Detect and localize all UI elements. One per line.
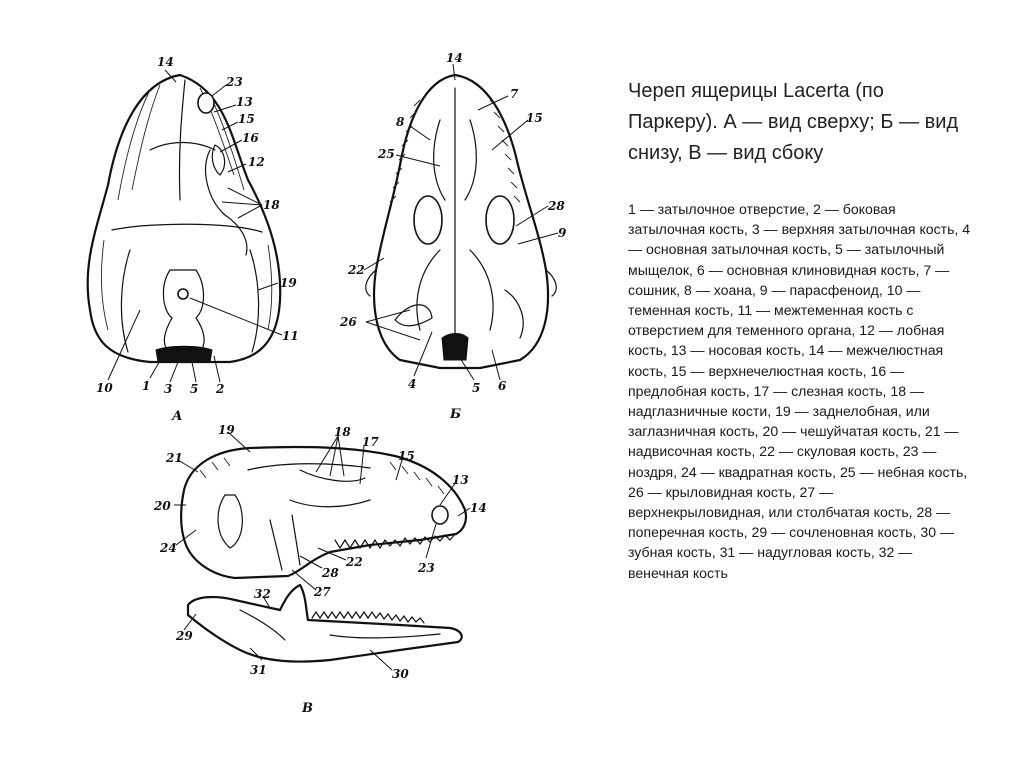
label-v-21: 21 [166, 451, 183, 465]
label-a-14: 14 [157, 55, 174, 69]
skull-view-top [88, 55, 299, 424]
label-v-17: 17 [362, 435, 379, 449]
label-v-24: 24 [160, 541, 177, 555]
label-a-16: 16 [242, 131, 259, 145]
skull-view-bottom [339, 51, 567, 422]
label-v-23: 23 [418, 561, 435, 575]
label-a-2: 2 [216, 382, 225, 396]
label-b-26: 26 [340, 315, 357, 329]
label-b-22: 22 [348, 263, 365, 277]
label-v-13: 13 [452, 473, 469, 487]
label-v-19: 19 [218, 423, 235, 437]
label-a-18: 18 [263, 198, 280, 212]
label-v-28: 28 [322, 566, 339, 580]
label-b-5: 5 [472, 381, 481, 395]
label-a-10: 10 [96, 381, 113, 395]
label-v-15: 15 [398, 449, 415, 463]
label-a-1: 1 [142, 379, 151, 393]
label-v-18: 18 [334, 425, 351, 439]
caption-view-b: Б [450, 407, 462, 422]
label-a-11: 11 [282, 329, 299, 343]
label-v-31: 31 [250, 663, 267, 677]
label-b-15: 15 [526, 111, 543, 125]
label-b-6: 6 [498, 379, 507, 393]
label-a-23: 23 [226, 75, 243, 89]
skull-view-side [153, 423, 487, 716]
label-a-12: 12 [248, 155, 265, 169]
label-b-4: 4 [408, 377, 417, 391]
label-v-30: 30 [392, 667, 409, 681]
label-b-9: 9 [558, 226, 567, 240]
label-b-7: 7 [510, 87, 519, 101]
label-a-3: 3 [164, 382, 173, 396]
label-a-13: 13 [236, 95, 253, 109]
label-v-20: 20 [154, 499, 171, 513]
label-b-25: 25 [378, 147, 395, 161]
label-a-19: 19 [280, 276, 297, 290]
label-b-8: 8 [396, 115, 405, 129]
label-v-32: 32 [254, 587, 271, 601]
label-v-29: 29 [176, 629, 193, 643]
label-v-27: 27 [314, 585, 331, 599]
legend-text: 1 — затылочное отверстие, 2 — боковая затылочная кость, 3 — верхняя затылочная кость, 4 — основная затылочная кость, 5 — затылочный мыщелок, 6 — основная клиновидная кость, 7 — сошник, 8 — хоана, 9 — парасфеноид, 10 — теменная кость, 11 — межтеменная кость с отверстием для теменного органа, 12 — лобная кость, 13 — носовая кость, 14 — межчелюстная кость, 15 — верхнечелюстная кость, 16 — предлобная кость, 17 — слезная кость, 18 — надглазничные кости, 19 — заднелобная, или заглазничная кость, 20 — чешуйчатая кость, 21 — надвисочная кость, 22 — скуловая кость, 23 — ноздря, 24 — квадратная кость, 25 — небная кость, 26 — крыловидная кость, 27 — верхнекрыловидная, или столбчатая кость, 28 — поперечная кость, 29 — сочленовная кость, 30 — зубная кость, 31 — надугловая кость, 32 — венечная кость [628, 201, 971, 581]
label-b-28: 28 [548, 199, 565, 213]
caption-view-v: В [302, 701, 313, 716]
caption-view-a: А [172, 409, 183, 424]
label-b-14: 14 [446, 51, 463, 65]
label-v-14: 14 [470, 501, 487, 515]
label-a-5: 5 [190, 382, 199, 396]
diagram-title: Череп ящерицы Lacerta (по Паркеру). А — вид сверху; Б — вид снизу, В — вид сбоку [628, 80, 959, 164]
label-a-15: 15 [238, 112, 255, 126]
label-v-22: 22 [346, 555, 363, 569]
